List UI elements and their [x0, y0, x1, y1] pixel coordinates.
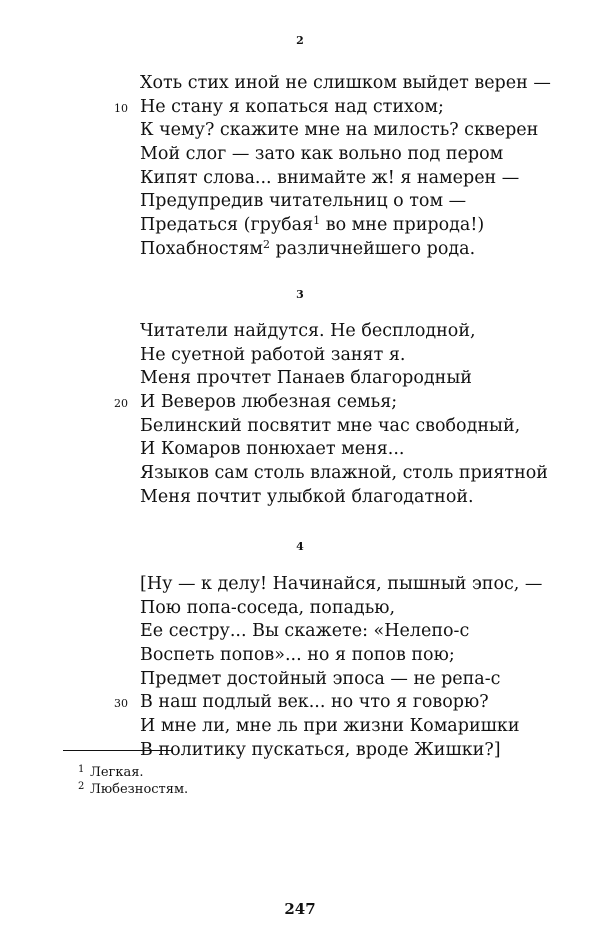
- line-number: 10: [114, 101, 128, 115]
- verse-text: И Комаров понюхает меня...: [140, 439, 405, 460]
- verse-text: И Веверов любезная семья;: [140, 392, 398, 413]
- footnote-mark: 1: [78, 764, 85, 775]
- verse-line: [140, 462, 570, 486]
- verse-text: [Ну — к делу! Начинайся, пышный эпос, —: [140, 574, 543, 594]
- footnote-text: Легкая.: [90, 765, 144, 780]
- verse-line: [140, 573, 570, 597]
- verse-text: Похабностям: [140, 238, 263, 259]
- verse-text: различнейшего рода.: [269, 238, 476, 259]
- verse-text: во мне природа!): [320, 215, 485, 236]
- verse-line: [140, 214, 570, 238]
- verse-line: [140, 486, 570, 510]
- stanza-number: 3: [296, 288, 304, 301]
- verse-line: [114, 691, 570, 715]
- footnote: [78, 781, 490, 798]
- verse-line: [140, 597, 570, 621]
- verse-line: [140, 143, 570, 167]
- verse-text: В наш подлый век... но что я говорю?: [140, 692, 489, 713]
- footnote-divider: [63, 750, 173, 751]
- verse-line: [140, 620, 570, 644]
- verse-text: Предупредив читательниц о том —: [140, 191, 467, 212]
- verse-text: И мне ли, мне ль при жизни Комаришки: [140, 716, 520, 737]
- footnote-reference: 2: [262, 237, 270, 251]
- stanza-number: 4: [296, 540, 304, 553]
- verse-text: Предмет достойный эпоса — не репа-с: [140, 668, 501, 689]
- verse-line: [140, 238, 570, 262]
- verse-text: Ее сестру... Вы скажете: «Нелепо-с: [140, 621, 470, 642]
- verse-line: [140, 715, 570, 739]
- verse-text: Пою попа-соседа, попадью,: [140, 597, 396, 618]
- stanza: [114, 573, 570, 763]
- stanza: [114, 320, 570, 510]
- verse-text: Меня прочтет Панаев благородный: [140, 368, 472, 389]
- footnotes: [78, 764, 490, 798]
- verse-text: Меня почтит улыбкой благодатной.: [140, 486, 474, 507]
- footnote-text: Любезностям.: [90, 782, 189, 797]
- verse-text: К чему? скажите мне на милость? скверен: [140, 120, 539, 141]
- verse-line: [114, 96, 570, 120]
- verse-line: [140, 167, 570, 191]
- verse-line: [140, 344, 570, 368]
- verse-line: [140, 438, 570, 462]
- stanza-number: 2: [296, 34, 304, 47]
- footnote: [78, 764, 490, 781]
- verse-line: [140, 739, 570, 763]
- verse-text: Читатели найдутся. Не бесплодной,: [140, 321, 476, 341]
- verse-text: Языков сам столь влажной, столь приятной: [140, 463, 548, 484]
- verse-line: [140, 72, 570, 96]
- verse-line: [140, 367, 570, 391]
- footnote-mark: 2: [78, 781, 85, 792]
- verse-text: Кипят слова... внимайте ж! я намерен —: [140, 167, 520, 188]
- page-number: 247: [284, 900, 316, 918]
- verse-line: [140, 119, 570, 143]
- verse-text: Хоть стих иной не слишком выйдет верен —: [140, 73, 551, 93]
- verse-line: [140, 415, 570, 439]
- line-number: 20: [114, 397, 128, 411]
- verse-text: Не суетной работой занят я.: [140, 344, 406, 365]
- verse-text: Мой слог — зато как вольно под пером: [140, 144, 504, 165]
- stanza: [114, 72, 570, 262]
- verse-line: [140, 190, 570, 214]
- verse-line: [114, 391, 570, 415]
- verse-text: Предаться (грубая: [140, 215, 314, 236]
- verse-line: [140, 320, 570, 344]
- verse-text: Белинский посвятит мне час свободный,: [140, 415, 521, 436]
- verse-line: [140, 668, 570, 692]
- footnote-reference: 1: [313, 214, 321, 228]
- verse-text: В политику пускаться, вроде Жишки?]: [140, 739, 501, 760]
- line-number: 30: [114, 697, 128, 711]
- verse-text: Не стану я копаться над стихом;: [140, 96, 444, 117]
- verse-text: Воспеть попов»... но я попов пою;: [140, 645, 455, 666]
- verse-line: [140, 644, 570, 668]
